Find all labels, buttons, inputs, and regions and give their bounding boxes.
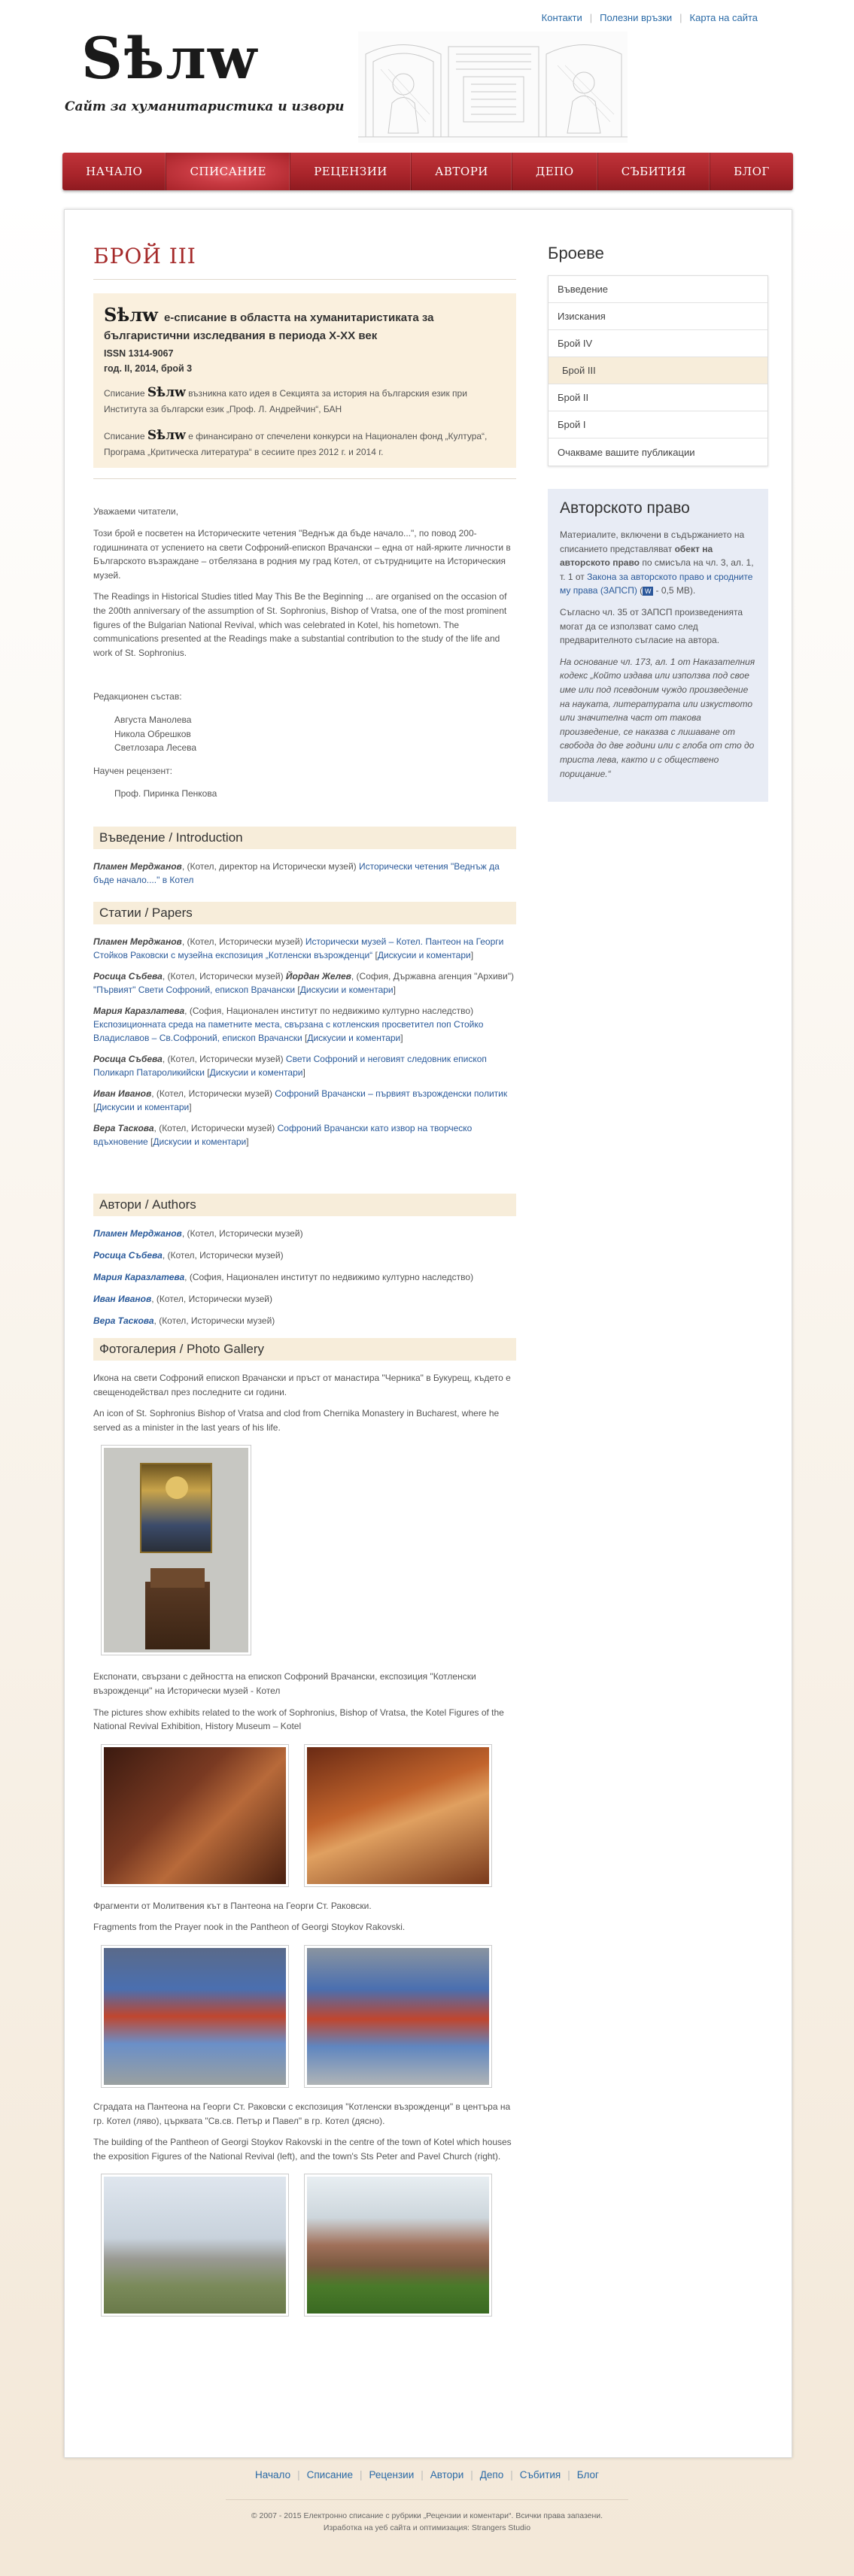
author-name: Росица Събева	[93, 970, 163, 982]
photo-prayer-nook-1[interactable]	[101, 1945, 289, 2088]
paper-title-link[interactable]: Исторически музей – Котел. Пантеон на Георги Стойков Раковски с музейна експозиция „Котленски възрожденци“	[93, 936, 504, 960]
gallery-caption-en: An icon of St. Sophronius Bishop of Vratsa and clod from Chernika Monastery in Bucharest, where he served as a minister in the last years of his life.	[93, 1408, 500, 1433]
contacts-link[interactable]: Контакти	[541, 12, 582, 23]
nav-journal[interactable]: СПИСАНИЕ	[166, 153, 290, 190]
board-member: Никола Обрешков	[114, 728, 191, 739]
page-title: БРОЙ III	[93, 244, 196, 269]
author-row: Вера Таскова, (Котел, Исторически музей)	[93, 1315, 275, 1326]
gallery-caption-en: Fragments from the Prayer nook in the Pantheon of Georgi Stoykov Rakovski.	[93, 1922, 406, 1933]
photo-icon-of-st-sophronius[interactable]	[101, 1445, 251, 1655]
discussion-link[interactable]: Дискусии и коментари	[377, 949, 471, 960]
paper-text: [	[302, 1032, 308, 1043]
discussion-link[interactable]: Дискусии и коментари	[153, 1136, 247, 1147]
nav-events[interactable]: СЪБИТИЯ	[598, 153, 710, 190]
author-link[interactable]: Вера Таскова	[93, 1315, 154, 1326]
section-papers-heading: Статии / Papers	[93, 902, 516, 924]
paper-entry	[93, 1087, 516, 1114]
nav-blog[interactable]: БЛОГ	[734, 165, 770, 178]
issue-menu-item[interactable]: Брой II	[549, 384, 767, 411]
gallery-caption-bg: Фрагменти от Молитвения кът в Пантеона на Георги Ст. Раковски.	[93, 1900, 372, 1911]
paper-title-link[interactable]: Свети Софроний и неговият следовник епископ Поликарп Патароликийски	[93, 1053, 487, 1078]
top-links: Контакти | Полезни връзки | Карта на сайта	[541, 12, 758, 23]
journal-info-box	[93, 293, 516, 468]
paper-text: , (София, Национален институт по недвижимо културно наследство)	[184, 1005, 474, 1016]
editorial-intro	[93, 505, 516, 660]
footer-events-link[interactable]: Събития	[519, 2469, 561, 2480]
author-link[interactable]: Иван Иванов	[93, 1293, 152, 1304]
nav-authors[interactable]: АВТОРИ	[412, 153, 512, 190]
author-name: Мария Каразлатева	[93, 1005, 185, 1016]
papers-list	[93, 935, 516, 1148]
journal-logo: Sѣлw	[147, 384, 186, 400]
discussion-link[interactable]: Дискусии и коментари	[96, 1101, 190, 1112]
footer-depot-link[interactable]: Депо	[479, 2469, 504, 2480]
credit-text: Изработка на уеб сайта и оптимизация: Strangers Studio	[323, 2523, 531, 2532]
board-member: Светлозара Лесева	[114, 742, 197, 754]
copyright-text-3: На основание чл. 173, ал. 1 от Наказателния кодекс „Който издава или използва под свое име или под псевдоним чуждо произведение на науката, литературата или изкуството или значителна част от такова произведение, се наказва с лишаване от свобода до две години или с глоба от сто до триста лева, както и с обществено порицание.“	[560, 656, 755, 779]
author-row: Пламен Мерджанов, (Котел, Исторически музей)	[93, 1227, 303, 1239]
journal-heading-text: е-списание в областта на хуманитаристиката за българистични изследвания в периода X-XX век	[104, 311, 434, 342]
journal-logo: Sѣлw	[104, 304, 158, 326]
paper-entry	[93, 935, 516, 962]
paper-text: [	[93, 1101, 96, 1112]
site-logo[interactable]: Sѣлw	[81, 25, 259, 92]
gallery	[93, 1371, 516, 2317]
nav-home[interactable]: НАЧАЛО	[62, 153, 166, 190]
paper-text: , (Котел, Исторически музей)	[162, 1053, 286, 1064]
issues-title: Броеве	[548, 244, 604, 262]
section-gallery-heading: Фотогалерия / Photo Gallery	[93, 1338, 516, 1361]
nav-depot[interactable]: ДЕПО	[512, 153, 598, 190]
section-introduction-heading: Въведение / Introduction	[93, 827, 516, 849]
board-label: Редакционен състав:	[93, 691, 182, 702]
paper-title-link[interactable]: Софроний Врачански – първият възрожденски политик	[275, 1088, 508, 1099]
paper-title-link[interactable]: "Първият" Свети Софроний, епископ Врачански	[93, 984, 296, 995]
copyright-text-2: Съгласно чл. 35 от ЗАПСП произведенията могат да се използват само след предварителното съгласие на автора.	[560, 606, 743, 646]
word-file-icon: W	[643, 587, 653, 596]
paper-title-link[interactable]: Експозиционната среда на паметните места, свързана с котленския просветител поп Стойко Владиславов – Св.Софроний, епископ Врачански	[93, 1018, 484, 1043]
gallery-caption-bg: Сградата на Пантеона на Георги Ст. Раковски с експозиция "Котленски възрожденци" в центъра на гр. Котел (ляво), църквата "Св.св. Петър и Павел" в гр. Котел (дясно).	[93, 2101, 511, 2126]
issn: ISSN 1314-9067	[104, 347, 174, 359]
gallery-caption-en: The building of the Pantheon of Georgi Stoykov Rakovski in the centre of the town of Kotel which houses the exposition Figures of the National Revival (left), and the town's Sts Peter and Pavel Church (right).	[93, 2137, 512, 2162]
section-authors-heading: Автори / Authors	[93, 1194, 516, 1216]
author-name: Пламен Мерджанов	[93, 860, 182, 872]
copyright-text: © 2007 - 2015 Електронно списание с рубрики „Рецензии и коментари“. Всички права запазени.	[251, 2511, 603, 2520]
photo-exhibits-1[interactable]	[101, 1744, 289, 1887]
author-name: Йордан Желев	[285, 970, 351, 982]
footer-navigation: Начало | Списание | Рецензии | Автори | Депо | Събития | Блог	[255, 2469, 599, 2480]
paper-entry	[93, 969, 516, 997]
footer-divider	[226, 2499, 628, 2500]
paper-entry	[93, 1121, 516, 1148]
divider	[93, 279, 516, 280]
author-row: Иван Иванов, (Котел, Исторически музей)	[93, 1293, 272, 1304]
paper-text: ]	[246, 1136, 249, 1147]
editorial-board	[93, 690, 516, 801]
reviewer-label: Научен рецензент:	[93, 765, 172, 776]
author-row: Мария Каразлатева, (София, Национален институт по недвижимо културно наследство)	[93, 1271, 474, 1282]
paper-text: [	[147, 1136, 153, 1147]
footer-reviews-link[interactable]: Рецензии	[369, 2469, 415, 2480]
discussion-link[interactable]: Дискусии и коментари	[209, 1067, 303, 1078]
paper-text: , (Котел, Исторически музей)	[162, 970, 286, 982]
paper-text: [	[295, 984, 300, 995]
author-name: Росица Събева	[93, 1053, 163, 1064]
issue-year: год. II, 2014, брой 3	[104, 363, 193, 374]
footer-copyright	[0, 2511, 854, 2535]
intro-en: The Readings in Historical Studies titled May This Be the Beginning ... are organised on the occasion of the 200th anniversary of the assumption of St. Sophronius, Bishop of Vratsa, one of the most prominent figures of the Bulgarian National Revival, which was celebrated in Kotel, his hometown. The communications presented at the Readings make a substantial contribution to the study of the life and work of St. Sophronius.	[93, 591, 507, 658]
footer-authors-link[interactable]: Автори	[430, 2469, 464, 2480]
main-navigation	[62, 153, 793, 190]
copyright-text-1: Материалите, включени в съдържанието на списанието представляват обект на авторското право по смисъла на чл. 3, ал. 1, т. 1 от Закона за авторското право и сродните му права (ЗАПСП) ( W - 0,5 MB).	[560, 529, 754, 596]
introduction-link[interactable]: Исторически четения "Веднъж да бъде начало...." в Котел	[93, 860, 500, 885]
journal-funding-text: Списание Sѣлw е финансирано от спечелени конкурси на Национален фонд „Култура“, Програма „Критическа литература“ в сесиите през 2012 г. и 2014 г.	[104, 427, 488, 457]
issue-menu-item[interactable]: Брой IV	[549, 330, 767, 357]
author-row: Росица Събева, (Котел, Исторически музей)	[93, 1249, 284, 1261]
paper-text: , (София, Държавна агенция "Архиви")	[351, 970, 514, 982]
author-link[interactable]: Росица Събева	[93, 1249, 163, 1261]
paper-text: ]	[189, 1101, 192, 1112]
paper-text: ]	[470, 949, 474, 960]
main-content	[93, 244, 516, 2317]
site-subtitle: Сайт за хуманитаристика и извори	[65, 99, 345, 114]
intro-bg: Този брой е посветен на Историческите четения "Веднъж да бъде начало...", по повод 200-годишнината от успението на свети Софроний-епископ Врачански – една от най-ярките личности в Българското възраждане – отбелязана в родния му град Котел, от сътрудниците на Историческия музей.	[93, 528, 511, 581]
greeting: Уважаеми читатели,	[93, 506, 178, 517]
paper-text: , (Котел, Исторически музей)	[151, 1088, 275, 1099]
paper-text: [	[372, 949, 378, 960]
issue-menu-item[interactable]: Въведение	[549, 276, 767, 303]
photo-exhibits-2[interactable]	[304, 1744, 492, 1887]
paper-text: ]	[393, 984, 396, 995]
paper-text: ]	[302, 1067, 305, 1078]
author-name: Иван Иванов	[93, 1088, 152, 1099]
gallery-caption-en: The pictures show exhibits related to the work of Sophronius, Bishop of Vratsa, the Kotel Figures of the National Revival Exhibition, History Museum – Kotel	[93, 1707, 504, 1732]
authors-list	[93, 1227, 516, 1327]
copyright-box	[548, 489, 768, 802]
board-member: Августа Манолева	[114, 715, 192, 725]
footer-journal-link[interactable]: Списание	[306, 2469, 353, 2480]
copyright-law-link[interactable]: Закона за авторското право и сродните му права (ЗАПСП)	[560, 571, 753, 596]
issues-menu	[548, 275, 768, 466]
photo-church[interactable]	[304, 2174, 492, 2317]
footer-home-link[interactable]: Начало	[255, 2469, 291, 2480]
discussion-link[interactable]: Дискусии и коментари	[307, 1032, 401, 1043]
issue-menu-item[interactable]: Брой III	[549, 357, 767, 384]
paper-text: , (Котел, Исторически музей)	[153, 1122, 278, 1133]
paper-text: ]	[400, 1032, 403, 1043]
divider	[93, 478, 516, 479]
author-link[interactable]: Пламен Мерджанов	[93, 1227, 182, 1239]
author-name: Пламен Мерджанов	[93, 936, 182, 947]
journal-origin-text: Списание Sѣлw възникна като идея в Секцията за история на българския език при Института за български език „Проф. Л. Андрейчин“, БАН	[104, 384, 467, 414]
gallery-caption-bg: Икона на свети Софроний епископ Врачански и пръст от манастира "Черника" в Букурещ, където е свещенодействал през последните си години.	[93, 1372, 511, 1397]
content-card	[64, 209, 792, 2458]
paper-text: [	[204, 1067, 210, 1078]
issue-menu-item[interactable]: Очакваме вашите публикации	[558, 446, 695, 458]
copyright-title: Авторското право	[560, 499, 690, 517]
journal-logo: Sѣлw	[147, 427, 186, 443]
paper-entry	[93, 1004, 516, 1045]
paper-text: , (Котел, Исторически музей)	[181, 936, 305, 947]
author-name: Вера Таскова	[93, 1122, 154, 1133]
journal-heading	[104, 302, 506, 344]
issue-menu-item[interactable]: Брой I	[549, 411, 767, 438]
author-link[interactable]: Мария Каразлатева	[93, 1271, 185, 1282]
nav-reviews[interactable]: РЕЦЕНЗИИ	[290, 153, 412, 190]
photo-pantheon-building[interactable]	[101, 2174, 289, 2317]
header	[0, 0, 854, 178]
photo-prayer-nook-2[interactable]	[304, 1945, 492, 2088]
gallery-caption-bg: Експонати, свързани с дейността на епископ Софроний Врачански, експозиция "Котленски възрожденци" на Исторически музей - Котел	[93, 1671, 476, 1696]
sidebar	[548, 244, 768, 802]
sitemap-link[interactable]: Карта на сайта	[689, 12, 758, 23]
reviewer-name: Проф. Пиринка Пенкова	[114, 788, 217, 800]
paper-entry	[93, 1052, 516, 1079]
header-engraving-image	[358, 32, 628, 143]
paper-title-link[interactable]: Софроний Врачански като извор на творческо вдъхновение	[93, 1122, 473, 1147]
useful-links-link[interactable]: Полезни връзки	[600, 12, 673, 23]
footer-blog-link[interactable]: Блог	[576, 2469, 599, 2480]
issue-menu-item[interactable]: Изискания	[549, 303, 767, 330]
discussion-link[interactable]: Дискусии и коментари	[299, 984, 394, 995]
introduction-entry: Пламен Мерджанов, (Котел, директор на Исторически музей) Исторически четения "Веднъж да бъде начало...." в Котел	[93, 860, 500, 885]
